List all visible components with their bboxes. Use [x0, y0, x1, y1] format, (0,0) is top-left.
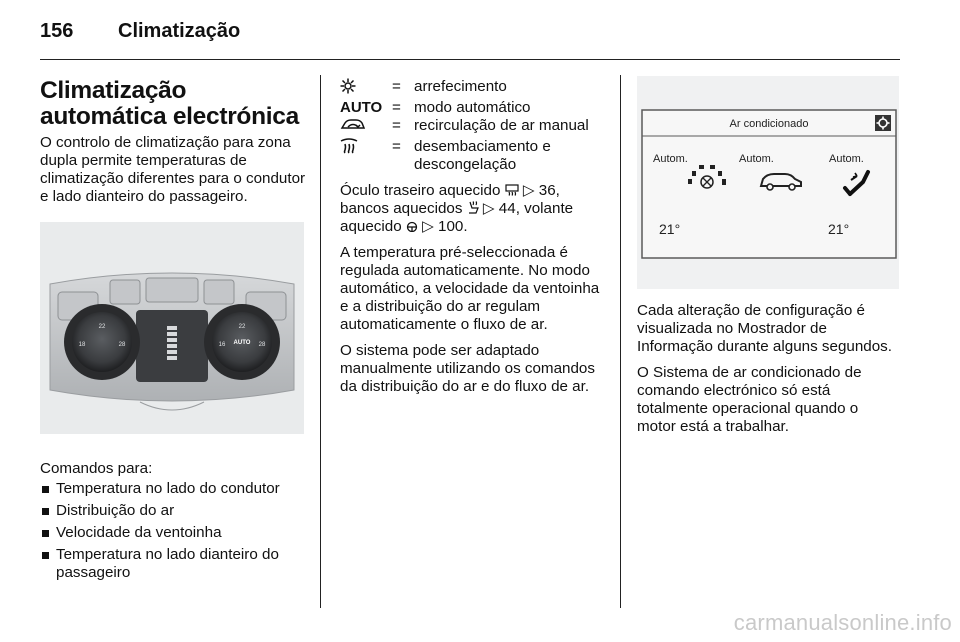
list-item: Velocidade da ventoinha [40, 524, 306, 542]
display-label-recirc: Autom. [739, 153, 774, 165]
info-display-image [637, 76, 899, 289]
right-dial-right-value: 28 [258, 342, 266, 348]
controls-list [40, 480, 306, 582]
legend-symbol-auto [340, 99, 392, 117]
legend-equals: = [392, 117, 401, 134]
snowflake-icon [340, 78, 392, 99]
display-info-paragraph: Cada alteração de configuração é visualizada no Mostrador de Informação durante alguns segundos. [637, 302, 892, 355]
arrow-icon: ▷ [482, 200, 495, 217]
heated-features-paragraph [340, 182, 608, 236]
page-title: Climatização [118, 20, 241, 42]
legend-equals: = [392, 78, 401, 95]
page-number: 156 [40, 20, 74, 42]
legend-text: desembaciamento e descongelação [414, 138, 551, 173]
display-label-fan: Autom. [653, 153, 688, 165]
climate-control-panel-image [40, 222, 304, 434]
arrow-icon: ▷ [522, 182, 535, 199]
legend-row [340, 138, 608, 174]
auto-symbol: AUTO [340, 99, 383, 116]
legend-text: modo automático [414, 99, 531, 116]
legend-row [340, 78, 608, 99]
column-divider-1 [320, 75, 321, 608]
arrow-icon: ▷ [422, 218, 434, 235]
display-title: Ar condicionado [729, 118, 809, 130]
heated-steering-wheel-icon [406, 220, 418, 232]
p1-part-b: 36, bancos aquecidos [340, 182, 560, 217]
list-item: Temperatura no lado dianteiro do passageiro [40, 546, 306, 582]
temperature-right: 21° [828, 221, 850, 237]
legend-equals: = [392, 138, 401, 155]
symbol-legend [340, 78, 608, 174]
right-dial-left-value: 16 [218, 342, 226, 348]
rear-window-heater-icon [505, 184, 519, 196]
column-left [40, 78, 306, 586]
controls-title: Comandos para: [40, 460, 153, 477]
column-middle [340, 78, 608, 404]
section-heading: Climatização automática electrónica [40, 77, 299, 130]
right-dial-top-value: 22 [238, 324, 246, 330]
p1-part-a: Óculo traseiro aquecido [340, 182, 505, 199]
legend-row [340, 117, 608, 138]
column-right [637, 302, 899, 444]
heated-seat-icon [467, 201, 479, 214]
list-item: Distribuição do ar [40, 502, 306, 520]
page-header [40, 16, 900, 56]
left-dial-top-value: 22 [98, 324, 106, 330]
right-dial-auto-label: AUTO [233, 340, 251, 346]
settings-icon [875, 115, 891, 131]
left-dial-right-value: 28 [118, 342, 126, 348]
legend-text: arrefecimento [414, 78, 507, 95]
legend-row [340, 99, 608, 117]
header-rule [40, 59, 900, 60]
auto-temperature-paragraph: A temperatura pré-seleccionada é regulada automaticamente. No modo automático, a velocidade da ventoinha e a distribuição do ar regulam automaticamente o fluxo de ar. [340, 244, 600, 333]
manual-adjust-paragraph: O sistema pode ser adaptado manualmente utilizando os comandos da distribuição do ar e do fluxo de ar. [340, 342, 595, 395]
left-dial-left-value: 18 [78, 342, 86, 348]
p1-part-c: 44, volante aquecido [340, 200, 574, 235]
legend-text: recirculação de ar manual [414, 117, 589, 134]
list-item: Temperatura no lado do condutor [40, 480, 306, 498]
system-operational-paragraph: O Sistema de ar condicionado de comando electrónico só está totalmente operacional quando o motor está a trabalhar. [637, 364, 862, 435]
intro-paragraph: O controlo de climatização para zona dupla permite temperaturas de climatização diferentes para o condutor e lado dianteiro do passageiro. [40, 134, 306, 205]
column-divider-2 [620, 75, 621, 608]
recirculation-icon [340, 117, 392, 138]
display-label-distribution: Autom. [829, 153, 864, 165]
defrost-icon [340, 138, 392, 174]
p1-part-d: 100. [433, 218, 468, 235]
temperature-left: 21° [659, 221, 681, 237]
watermark: carmanualsonline.info [733, 610, 952, 635]
legend-equals: = [392, 99, 401, 116]
